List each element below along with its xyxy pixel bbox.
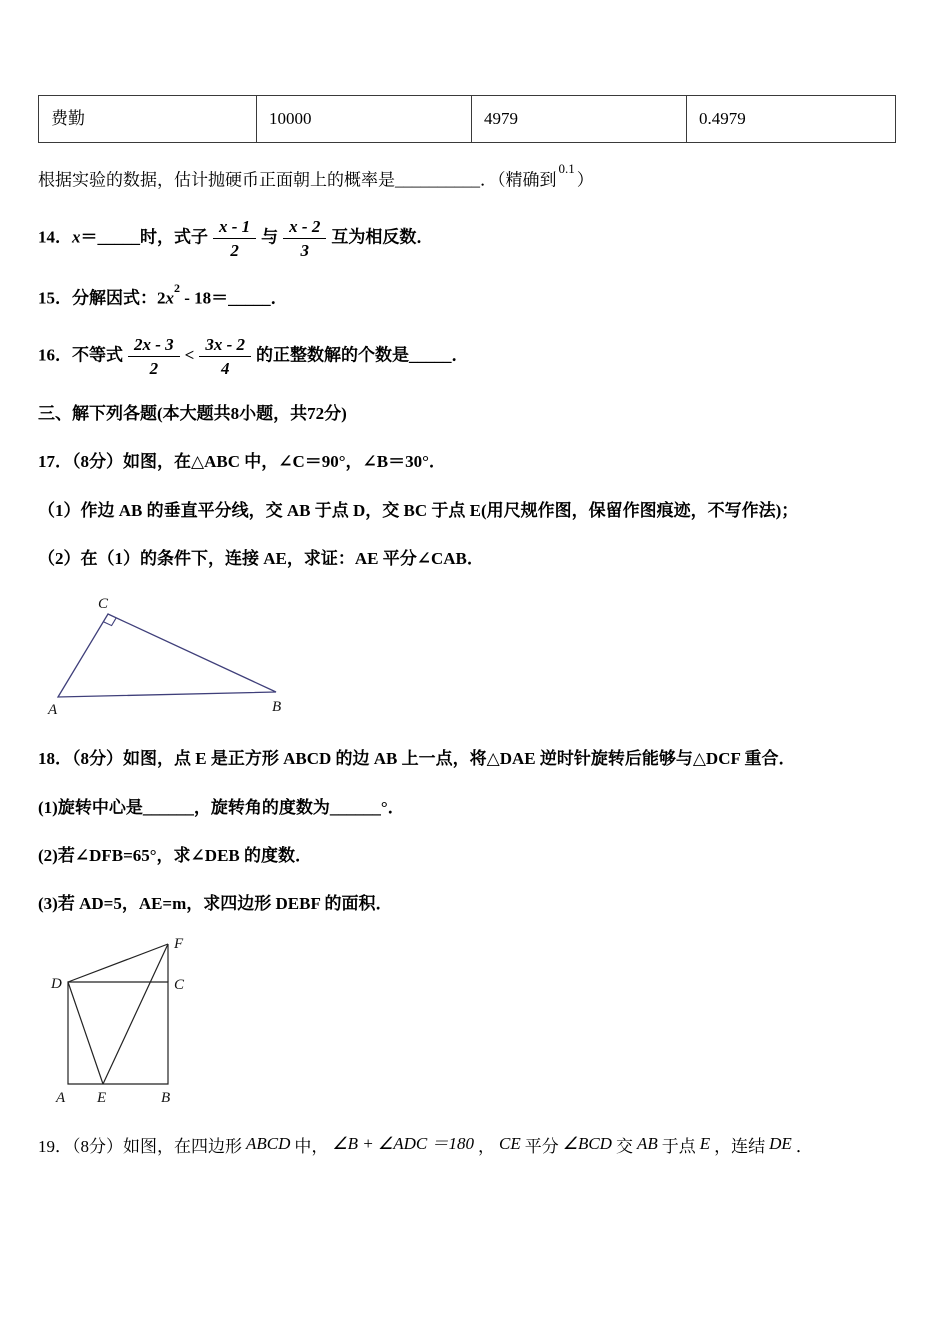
triangle-outline xyxy=(58,614,276,697)
question-16 xyxy=(38,334,895,380)
q16-text-2: 的正整数解的个数是 xyxy=(256,345,410,365)
vertex-label-f: F xyxy=(174,935,184,952)
q19-math-ce: CE xyxy=(498,1133,521,1153)
prob-text-before: 根据实验的数据，估计抛硬币正面朝上的概率是 xyxy=(38,170,395,190)
q19-math-abcd: ABCD xyxy=(246,1133,291,1153)
vertex-label-d: D xyxy=(51,975,62,992)
vertex-label-b: B xyxy=(272,699,282,716)
q19-math-de: DE xyxy=(769,1133,792,1153)
table-cell-frequency: 0.4979 xyxy=(687,96,896,143)
answer-blank: _____ xyxy=(409,345,452,365)
fraction-3x-minus-2-over-4 xyxy=(199,334,251,380)
fraction-numerator: x - 2 xyxy=(283,216,326,239)
fraction-denominator: 2 xyxy=(230,241,239,261)
q14-conjunction: 与 xyxy=(261,227,279,247)
q19-text-1: 19．（8分）如图，在四边形 xyxy=(38,1136,242,1156)
answer-blank: __________ xyxy=(395,170,480,190)
q19-math-ab: AB xyxy=(636,1133,658,1153)
prob-text-mid: ．（精确到 xyxy=(480,170,557,190)
question-18-line-1: 18．（8分）如图，点 E 是正方形 ABCD 的边 AB 上一点，将△DAE 逆时针旋转后能够与△DCF 重合． xyxy=(38,749,796,769)
q14-text-1: 时，式子 xyxy=(140,227,208,247)
segment-d-e xyxy=(68,982,103,1084)
q19-text-6: 于点 xyxy=(661,1136,696,1156)
section-heading: 三、解下列各题(本大题共8小题，共72分) xyxy=(38,404,347,423)
less-than-sign: < xyxy=(184,345,195,365)
q14-text-2: 互为相反数． xyxy=(331,227,434,247)
table-row xyxy=(39,96,896,143)
q19-text-4: 平分 xyxy=(524,1136,559,1156)
triangle-figure xyxy=(46,594,306,724)
vertex-label-c: C xyxy=(174,976,185,993)
prob-text-after: ） xyxy=(576,170,594,190)
q14-variable: x xyxy=(72,227,81,247)
q15-text-2: - 18＝ xyxy=(180,288,229,308)
answer-blank: _____ xyxy=(97,227,140,247)
fraction-x-minus-2-over-3 xyxy=(283,216,326,262)
q18-text-2c: °． xyxy=(380,797,405,817)
vertex-label-c: C xyxy=(98,596,109,613)
square-outline xyxy=(68,982,168,1084)
q16-text-1: 16．不等式 xyxy=(38,345,123,365)
probability-statement xyxy=(38,161,895,194)
q19-math-e: E xyxy=(699,1133,711,1153)
q19-text-3: ， xyxy=(477,1136,495,1156)
answer-blank: ______ xyxy=(329,797,381,817)
q14-equals: ＝ xyxy=(80,227,98,247)
q15-period: ． xyxy=(270,288,288,308)
question-15 xyxy=(38,280,895,312)
q19-math-angle-sum: ∠B + ∠ADC ＝180 xyxy=(332,1133,474,1153)
square-rotation-figure xyxy=(48,932,238,1112)
question-17-line-2: （1）作边 AB 的垂直平分线，交 AB 于点 D，交 BC 于点 E(用尺规作图，保留作图痕迹，不写作法)； xyxy=(38,500,799,520)
question-18-line-2 xyxy=(38,795,895,821)
vertex-label-a: A xyxy=(48,702,58,719)
table-cell-tosses: 10000 xyxy=(257,96,472,143)
vertex-label-a: A xyxy=(56,1089,66,1106)
fraction-denominator: 4 xyxy=(220,358,230,378)
q18-text-2b: ，旋转角的度数为 xyxy=(193,797,330,817)
q16-period: ． xyxy=(451,345,469,365)
fraction-2x-minus-3-over-2 xyxy=(128,334,180,380)
table-cell-name: 费勤 xyxy=(39,96,257,143)
fraction-x-minus-1-over-2 xyxy=(213,216,256,262)
vertex-label-e: E xyxy=(97,1089,107,1106)
answer-blank: _____ xyxy=(228,288,271,308)
q19-text-7: ，连结 xyxy=(714,1136,766,1156)
frequency-table xyxy=(38,95,896,143)
fraction-denominator: 3 xyxy=(300,241,309,261)
q19-text-2: 中， xyxy=(294,1136,329,1156)
q15-exponent: 2 xyxy=(174,280,180,295)
q19-math-angle-bcd: ∠BCD xyxy=(562,1133,612,1153)
fraction-denominator: 2 xyxy=(149,358,159,378)
answer-blank: ______ xyxy=(142,797,194,817)
q14-number: 14． xyxy=(38,227,72,247)
question-19 xyxy=(38,1134,895,1160)
fraction-numerator: 2x - 3 xyxy=(128,334,180,357)
question-14 xyxy=(38,216,895,262)
vertex-label-b: B xyxy=(161,1089,171,1106)
question-18-line-3: (2)若∠DFB=65°，求∠DEB 的度数． xyxy=(38,846,313,866)
fraction-numerator: 3x - 2 xyxy=(199,334,251,357)
q15-text-1: 15．分解因式：2 xyxy=(38,288,166,308)
fraction-numerator: x - 1 xyxy=(213,216,256,239)
q19-text-5: 交 xyxy=(615,1136,633,1156)
q15-variable: x xyxy=(165,288,174,308)
table-cell-heads: 4979 xyxy=(472,96,687,143)
q19-text-8: ． xyxy=(795,1136,813,1156)
question-17-line-1: 17．（8分）如图，在△ABC 中，∠C＝90°，∠B＝30°． xyxy=(38,452,446,472)
question-18-line-4: (3)若 AD=5，AE=m，求四边形 DEBF 的面积． xyxy=(38,894,393,914)
q18-text-2a: (1)旋转中心是 xyxy=(38,797,143,817)
question-17-line-3: （2）在（1）的条件下，连接 AE，求证：AE 平分∠CAB． xyxy=(38,549,484,569)
precision-value: 0.1 xyxy=(558,161,575,176)
